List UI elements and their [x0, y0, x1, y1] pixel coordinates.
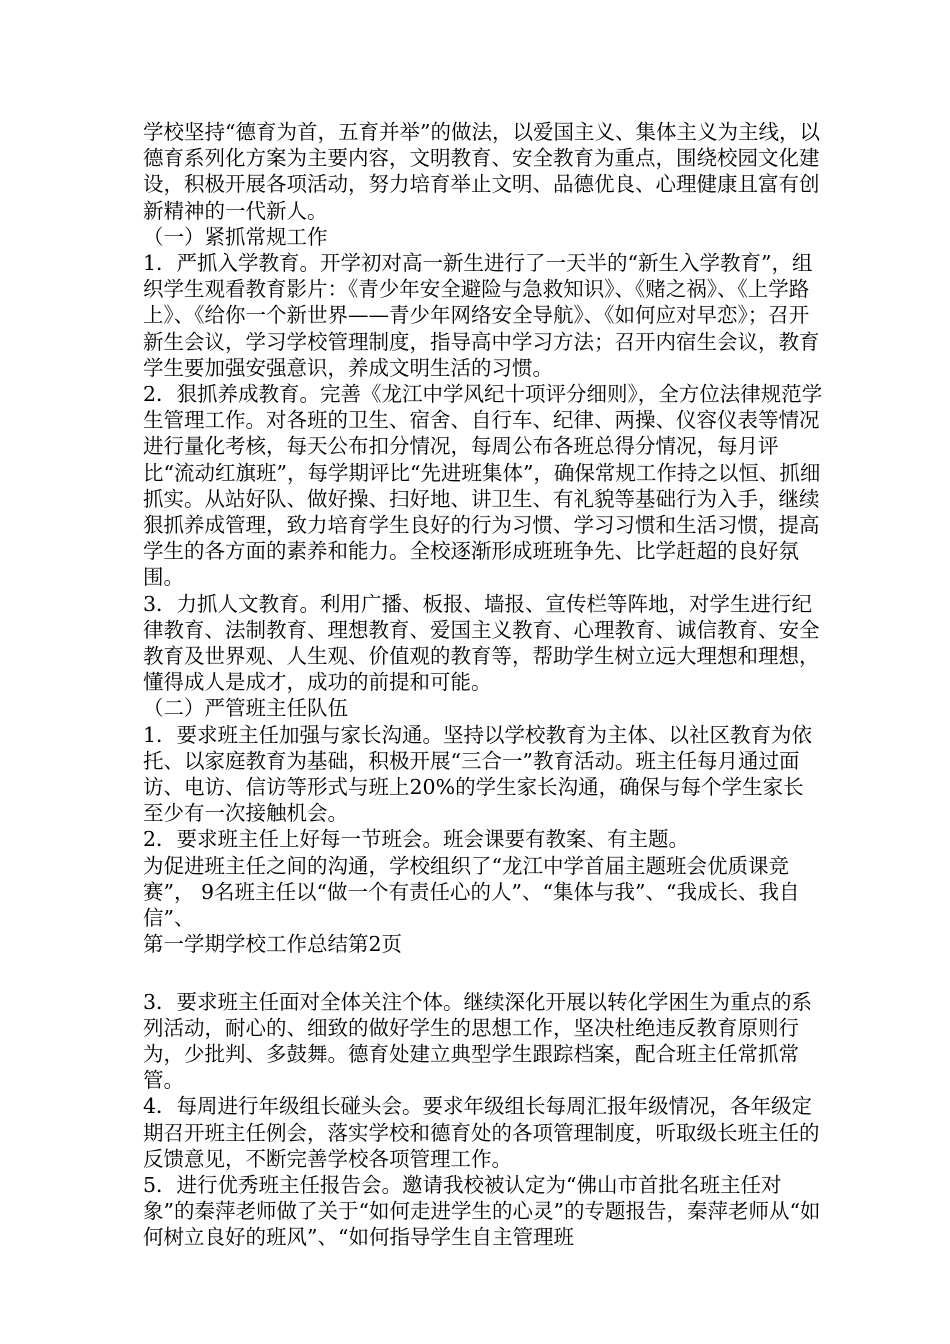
section-heading-routine-work: （一）紧抓常规工作 — [143, 224, 328, 249]
intro-paragraph: 学校坚持“德育为首，五育并举”的做法，以爱国主义、集体主义为主线，以德育系列化方案为主要内容，文明教育、安全教育为重点，围绕校园文化建设，积极开展各项活动，努力培育举止文明、品德优良、心理健康且富有创新精神的一代新人。 — [143, 120, 820, 223]
paragraph-class-meetings: 2．要求班主任上好每一节班会。班会课要有教案、有主题。 — [143, 827, 690, 852]
paragraph-individual-attention: 3．要求班主任面对全体关注个体。继续深化开展以转化学困生为重点的系列活动，耐心的、细致的做好学生的思想工作，坚决杜绝违反教育原则行为，少批判、多鼓舞。德育处建立典型学生跟踪档案，配合班主任常抓常管。 — [143, 989, 813, 1093]
section-heading-class-teachers: （二）严管班主任队伍 — [143, 696, 348, 721]
page-break-gap — [143, 958, 823, 989]
paragraph-parent-communication: 1．要求班主任加强与家长沟通。坚持以学校教育为主体、以社区教育为依托、以家庭教育为基础，积极开展“三合一”教育活动。班主任每月通过面访、电访、信访等形式与班上20%的学生家长沟通，确保与每个学生家长至少有一次接触机会。 — [143, 722, 813, 826]
document-body — [143, 119, 823, 1251]
paragraph-humanistic-education: 3．力抓人文教育。利用广播、板报、墙报、宣传栏等阵地，对学生进行纪律教育、法制教育、理想教育、爱国主义教育、心理教育、诚信教育、安全教育及世界观、人生观、价值观的教育等，帮助学生树立远大理想和理想，懂得成人是成才，成功的前提和可能。 — [143, 591, 820, 695]
paragraph-excellent-teacher-report: 5．进行优秀班主任报告会。邀请我校被认定为“佛山市首批名班主任对象”的秦萍老师做了关于“如何走进学生的心灵”的专题报告，秦萍老师从“如何树立良好的班风”、“如何指导学生自主管理班 — [143, 1172, 821, 1250]
paragraph-grade-leader-meeting: 4．每周进行年级组长碰头会。要求年级组长每周汇报年级情况，各年级定期召开班主任例会，落实学校和德育处的各项管理制度，听取级长班主任的反馈意见，不断完善学校各项管理工作。 — [143, 1094, 820, 1171]
paragraph-enrollment-education: 1．严抓入学教育。开学初对高一新生进行了一天半的“新生入学教育”，组织学生观看教育影片：《青少年安全避险与急救知识》、《赌之祸》、《上学路上》、《给你一个新世界——青少年网络安全导航》、《如何应对早恋》；召开新生会议，学习学校管理制度，指导高中学习方法；召开内宿生会议，教育学生要加强安强意识，养成文明生活的习惯。 — [143, 251, 820, 380]
paragraph-habit-education: 2．狠抓养成教育。完善《龙江中学风纪十项评分细则》，全方位法律规范学生管理工作。对各班的卫生、宿舍、自行车、纪律、两操、仪容仪表等情况进行量化考核，每天公布扣分情况，每周公布各班总得分情况，每月评比“流动红旗班”，每学期评比“先进班集体”，确保常规工作持之以恒、抓细抓实。从站好队、做好操、扫好地、讲卫生、有礼貌等基础行为入手，继续狠抓养成管理，致力培育学生良好的行为习惯、学习习惯和生活习惯，提高学生的各方面的素养和能力。全校逐渐形成班班争先、比学赶超的良好氛围。 — [143, 382, 823, 590]
page-footer-label: 第一学期学校工作总结第2页 — [143, 932, 403, 957]
paragraph-class-meeting-contest: 为促进班主任之间的沟通，学校组织了“龙江中学首届主题班会优质课竞赛”， 9名班主任以“做一个有责任心的人”、“集体与我”、“我成长、我自信”、 — [143, 853, 800, 931]
